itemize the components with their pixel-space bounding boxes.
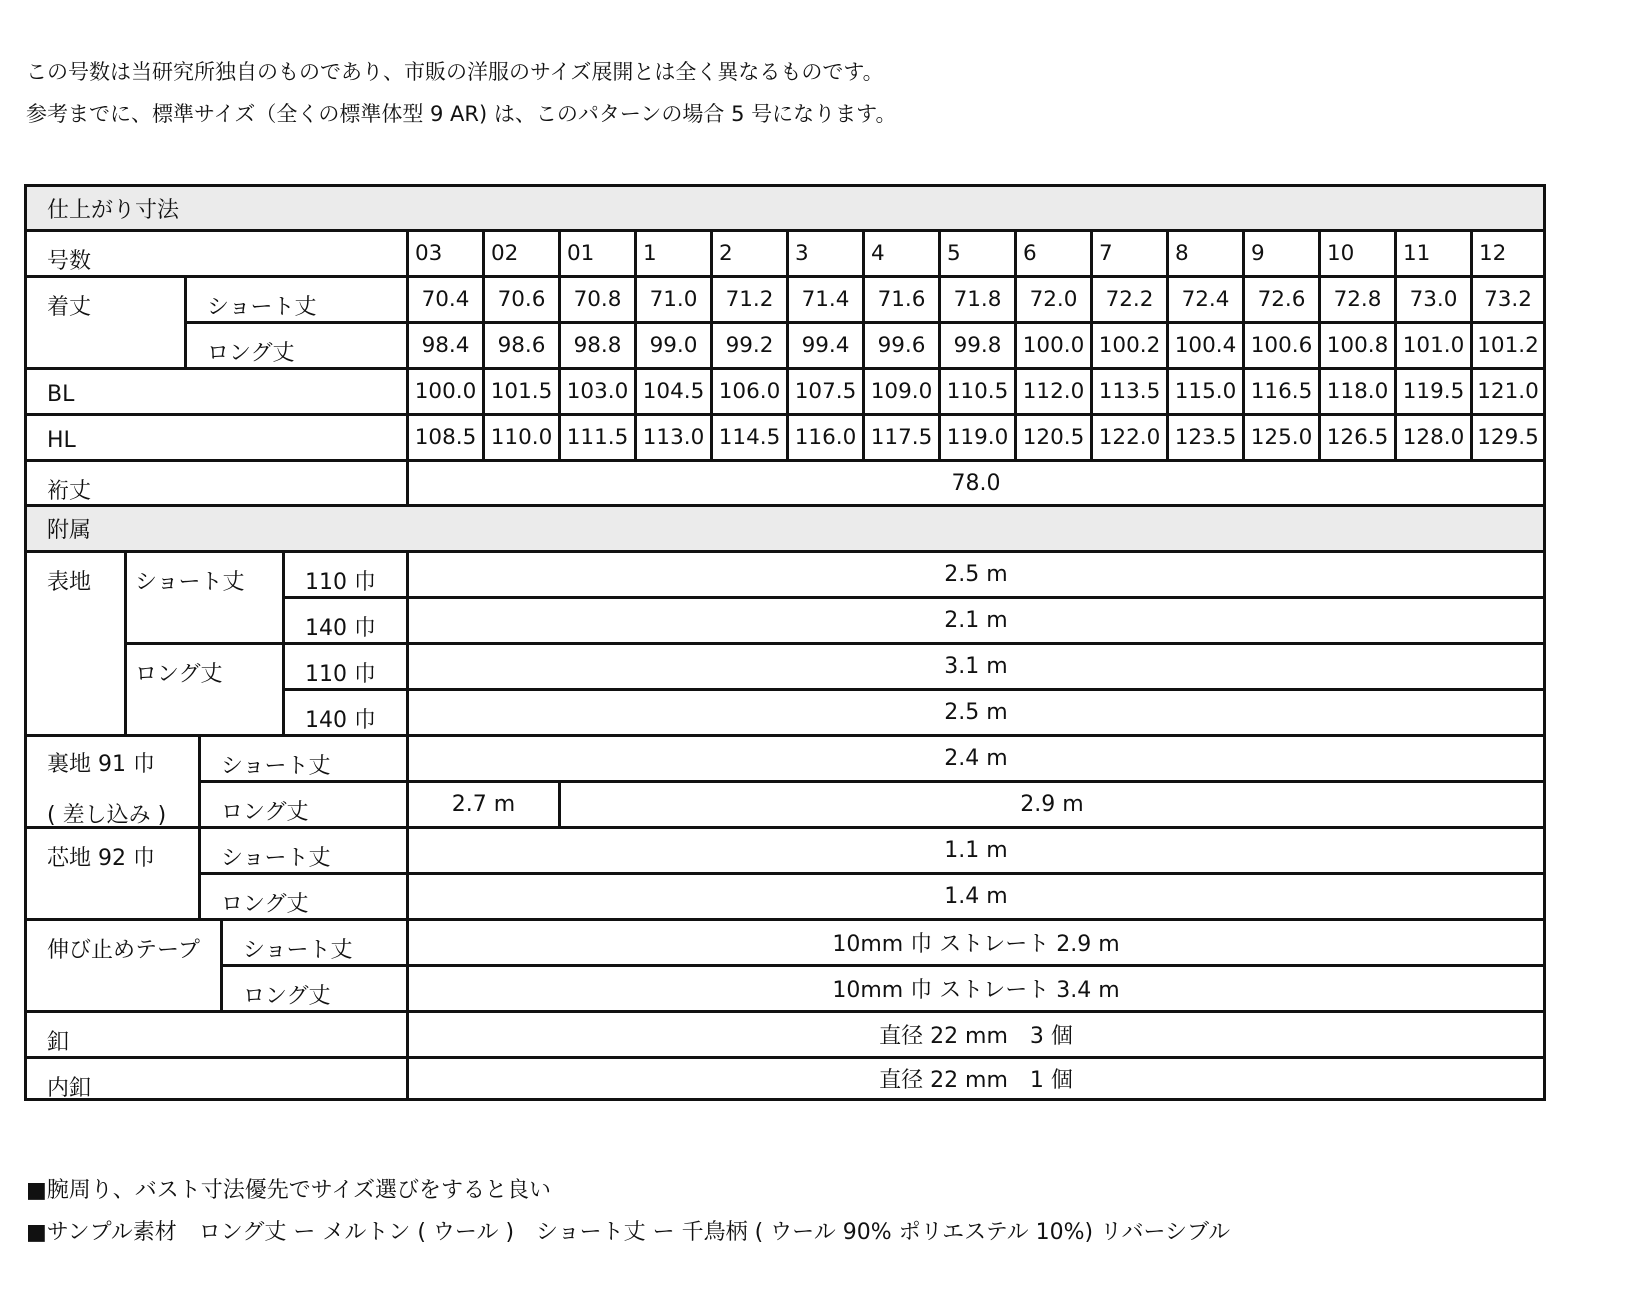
interfacing-short-value: 1.1 m [406,826,1546,872]
table-cell: 109.0 [862,367,938,413]
table-cell: 129.5 [1470,413,1546,459]
table-cell: 72.4 [1166,275,1242,321]
table-cell: 128.0 [1394,413,1470,459]
table-cell: 117.5 [862,413,938,459]
table-cell: 98.4 [406,321,482,367]
size-header: 10 [1318,229,1394,275]
width-110-label: 110 巾 [282,550,406,596]
long-length-label: ロング丈 [184,321,406,367]
size-header: 8 [1166,229,1242,275]
table-cell: 71.0 [634,275,710,321]
lining-short-label: ショート丈 [198,734,406,780]
size-label: 号数 [24,229,406,275]
section-accessories-title: 附属 [24,504,1546,550]
table-cell: 70.8 [558,275,634,321]
table-cell: 106.0 [710,367,786,413]
lining-label-line2: ( 差し込み ) [47,803,167,828]
button-label: 釦 [24,1010,406,1056]
interfacing-long-value: 1.4 m [406,872,1546,918]
size-header: 9 [1242,229,1318,275]
table-cell: 71.4 [786,275,862,321]
table-cell: 99.4 [786,321,862,367]
table-cell: 70.4 [406,275,482,321]
lining-short-value: 2.4 m [406,734,1546,780]
size-header: 5 [938,229,1014,275]
lining-long-value-large: 2.9 m [558,780,1546,826]
table-cell: 125.0 [1242,413,1318,459]
table-cell: 115.0 [1166,367,1242,413]
table-cell: 101.5 [482,367,558,413]
table-cell: 112.0 [1014,367,1090,413]
size-header: 7 [1090,229,1166,275]
table-cell: 103.0 [558,367,634,413]
table-cell: 72.6 [1242,275,1318,321]
table-cell: 110.0 [482,413,558,459]
size-header: 02 [482,229,558,275]
width-140-label: 140 巾 [282,688,406,734]
size-header: 11 [1394,229,1470,275]
table-cell: 108.5 [406,413,482,459]
table-cell: 114.5 [710,413,786,459]
inner-button-value: 直径 22 mm 1 個 [406,1056,1546,1101]
size-header: 1 [634,229,710,275]
table-cell: 100.4 [1166,321,1242,367]
table-cell: 119.0 [938,413,1014,459]
table-cell: 122.0 [1090,413,1166,459]
table-cell: 121.0 [1470,367,1546,413]
width-140-label: 140 巾 [282,596,406,642]
table-cell: 100.0 [406,367,482,413]
tape-long-value: 10mm 巾 ストレート 3.4 m [406,964,1546,1010]
intro-line-2: 参考までに、標準サイズ（全くの標準体型 9 AR) は、このパターンの場合 5 号になります。 [26,102,897,126]
table-cell: 113.0 [634,413,710,459]
table-cell: 71.8 [938,275,1014,321]
table-cell: 100.6 [1242,321,1318,367]
table-cell: 101.2 [1470,321,1546,367]
size-header: 4 [862,229,938,275]
table-cell: 72.2 [1090,275,1166,321]
size-header: 3 [786,229,862,275]
note-fit-advice: ■腕周り、バスト寸法優先でサイズ選びをすると良い [26,1178,552,1203]
length-label: 着丈 [24,275,184,367]
lining-label-line1: 裏地 91 巾 [47,752,155,777]
table-cell: 123.5 [1166,413,1242,459]
table-cell: 113.5 [1090,367,1166,413]
tape-short-label: ショート丈 [220,918,406,964]
hl-label: HL [24,413,406,459]
table-cell: 72.0 [1014,275,1090,321]
table-cell: 116.0 [786,413,862,459]
interfacing-short-label: ショート丈 [198,826,406,872]
inner-button-label: 内釦 [24,1056,406,1101]
table-cell: 100.2 [1090,321,1166,367]
sleeve-value: 78.0 [406,459,1546,504]
outer-long-140-value: 2.5 m [406,688,1546,734]
table-cell: 70.6 [482,275,558,321]
table-cell: 100.8 [1318,321,1394,367]
tape-long-label: ロング丈 [220,964,406,1010]
table-cell: 99.2 [710,321,786,367]
interfacing-long-label: ロング丈 [198,872,406,918]
table-cell: 71.2 [710,275,786,321]
interfacing-label: 芯地 92 巾 [24,826,198,918]
table-cell: 99.0 [634,321,710,367]
table-cell: 98.6 [482,321,558,367]
outer-long-110-value: 3.1 m [406,642,1546,688]
table-cell: 110.5 [938,367,1014,413]
tape-label: 伸び止めテープ [24,918,220,1010]
table-cell: 98.8 [558,321,634,367]
table-cell: 104.5 [634,367,710,413]
lining-long-label: ロング丈 [198,780,406,826]
size-header: 01 [558,229,634,275]
tape-short-value: 10mm 巾 ストレート 2.9 m [406,918,1546,964]
size-header: 03 [406,229,482,275]
table-cell: 101.0 [1394,321,1470,367]
table-cell: 99.6 [862,321,938,367]
table-cell: 119.5 [1394,367,1470,413]
size-table [24,184,1624,1101]
table-cell: 116.5 [1242,367,1318,413]
section-finished-title: 仕上がり寸法 [24,184,1546,229]
size-header: 2 [710,229,786,275]
lining-label [24,734,198,826]
outer-long-label: ロング丈 [124,642,282,734]
size-header: 12 [1470,229,1546,275]
bl-label: BL [24,367,406,413]
table-cell: 118.0 [1318,367,1394,413]
outer-fabric-label: 表地 [24,550,124,734]
intro-line-1: この号数は当研究所独自のものであり、市販の洋服のサイズ展開とは全く異なるものです。 [26,60,884,84]
table-cell: 71.6 [862,275,938,321]
size-header: 6 [1014,229,1090,275]
outer-short-110-value: 2.5 m [406,550,1546,596]
table-cell: 107.5 [786,367,862,413]
table-cell: 100.0 [1014,321,1090,367]
table-cell: 99.8 [938,321,1014,367]
table-cell: 120.5 [1014,413,1090,459]
width-110-label: 110 巾 [282,642,406,688]
sleeve-label: 裄丈 [24,459,406,504]
note-sample-material: ■サンプル素材 ロング丈 ー メルトン ( ウール ) ショート丈 ー 千鳥柄 ( ウール 90% ポリエステル 10%) リバーシブル [26,1220,1231,1245]
outer-short-label: ショート丈 [124,550,282,642]
table-cell: 126.5 [1318,413,1394,459]
button-value: 直径 22 mm 3 個 [406,1010,1546,1056]
lining-long-value-small: 2.7 m [406,780,558,826]
table-cell: 72.8 [1318,275,1394,321]
table-cell: 73.2 [1470,275,1546,321]
outer-short-140-value: 2.1 m [406,596,1546,642]
table-cell: 73.0 [1394,275,1470,321]
short-length-label: ショート丈 [184,275,406,321]
table-cell: 111.5 [558,413,634,459]
